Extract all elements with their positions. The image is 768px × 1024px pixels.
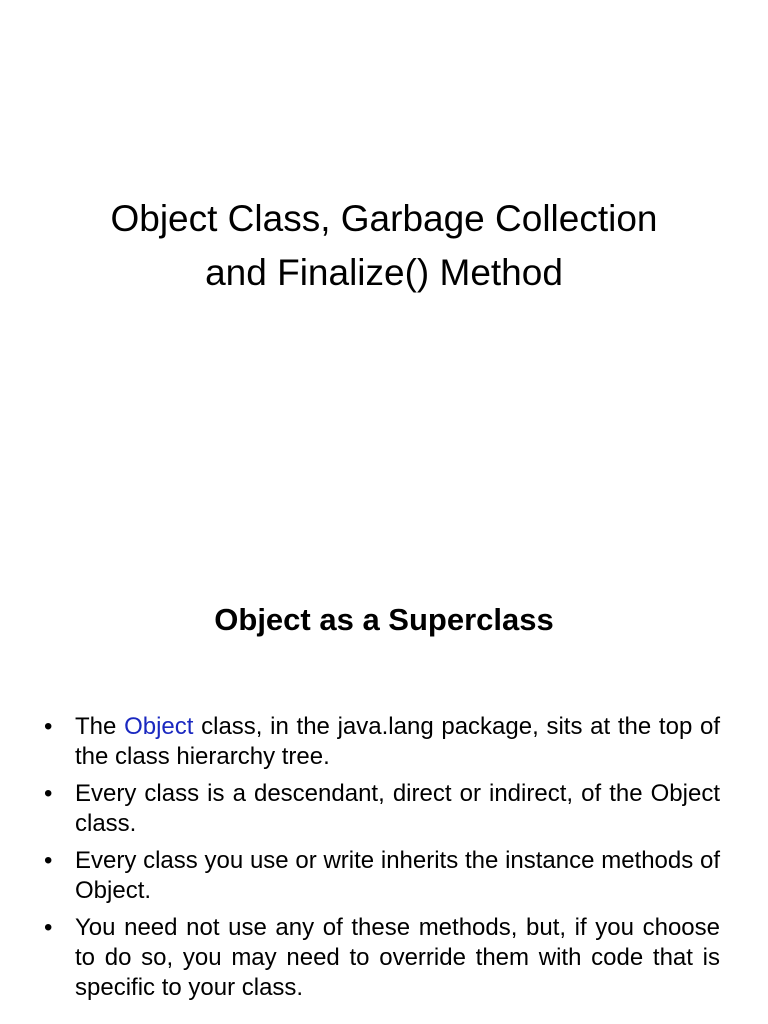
bullet-icon: • xyxy=(44,780,53,807)
bullet-icon: • xyxy=(44,713,53,740)
bullet-item xyxy=(44,913,720,1003)
slide-title-line-1: Object Class, Garbage Collection xyxy=(110,198,658,239)
bullet-text-suffix: class, in the java.lang package, sits at the top of the class hierarchy tree. xyxy=(75,713,720,770)
slide-title xyxy=(40,192,728,300)
bullet-highlight-object: Object xyxy=(124,713,194,740)
bullet-item xyxy=(44,779,720,839)
bullet-text: Every class is a descendant, direct or indirect, of the Object class. xyxy=(75,780,720,837)
bullet-icon: • xyxy=(44,914,53,941)
slide-heading: Object as a Superclass xyxy=(214,602,554,637)
bullet-item xyxy=(44,712,720,772)
bullet-item xyxy=(44,846,720,906)
slide-title-line-2: and Finalize() Method xyxy=(205,252,563,293)
bullet-icon: • xyxy=(44,847,53,874)
bullet-list xyxy=(44,712,720,1010)
bullet-text-prefix: The xyxy=(75,713,125,740)
bullet-text: You need not use any of these methods, but, if you choose to do so, you may need to override them with code that is specific to your class. xyxy=(75,914,720,1001)
content-slide xyxy=(0,512,768,1024)
bullet-text: Every class you use or write inherits the instance methods of Object. xyxy=(75,847,720,904)
